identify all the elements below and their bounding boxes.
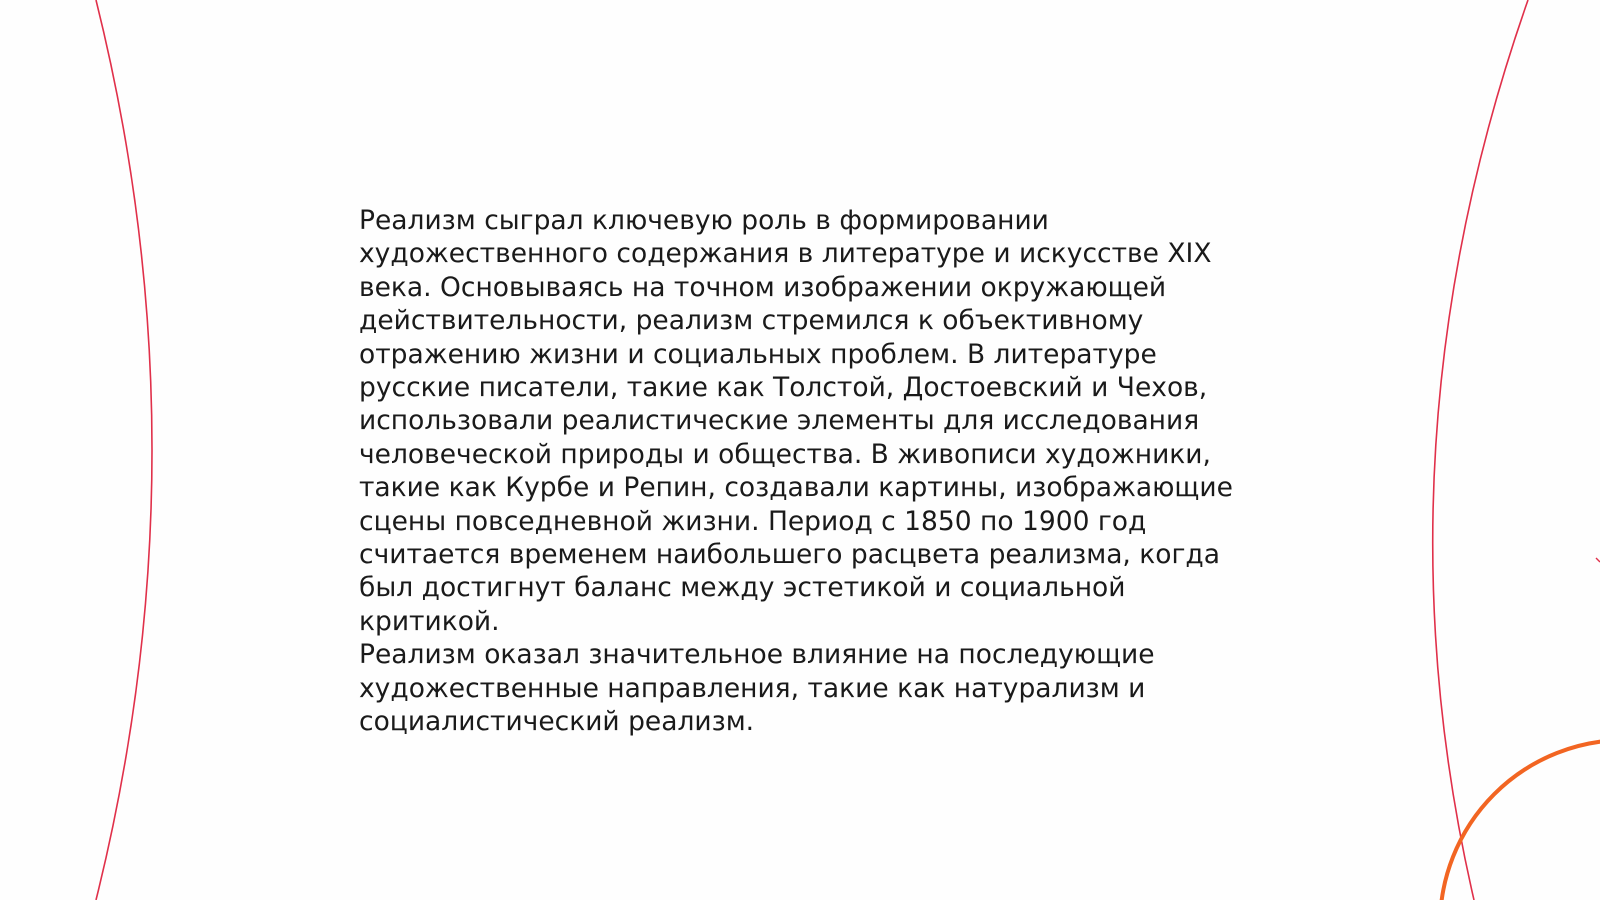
orange-ring: [1440, 740, 1600, 900]
body-text: Реализм сыграл ключевую роль в формировании художественного содержания в литературе и искусстве XIX века. Основываясь на точном изображении окружающей действительности, реализм стремился к объективному отражению жизни и социальных проблем. В литературе русские писатели, такие как Толстой, Достоевский и Чехов, использовали реалистические элементы для исследования человеческой природы и общества. В живописи художники, такие как Курбе и Репин, создавали картины, изображающие сцены повседневной жизни. Период с 1850 по 1900 год считается временем наибольшего расцвета реализма, когда был достигнут баланс между эстетикой и социальной критикой. Реализм оказал значительное влияние на последующие художественные направления, такие как натурализм и социалистический реализм.: [359, 205, 1233, 738]
right-arc: [1433, 0, 1528, 900]
edge-tick: [1596, 558, 1600, 562]
left-arc: [96, 0, 152, 900]
